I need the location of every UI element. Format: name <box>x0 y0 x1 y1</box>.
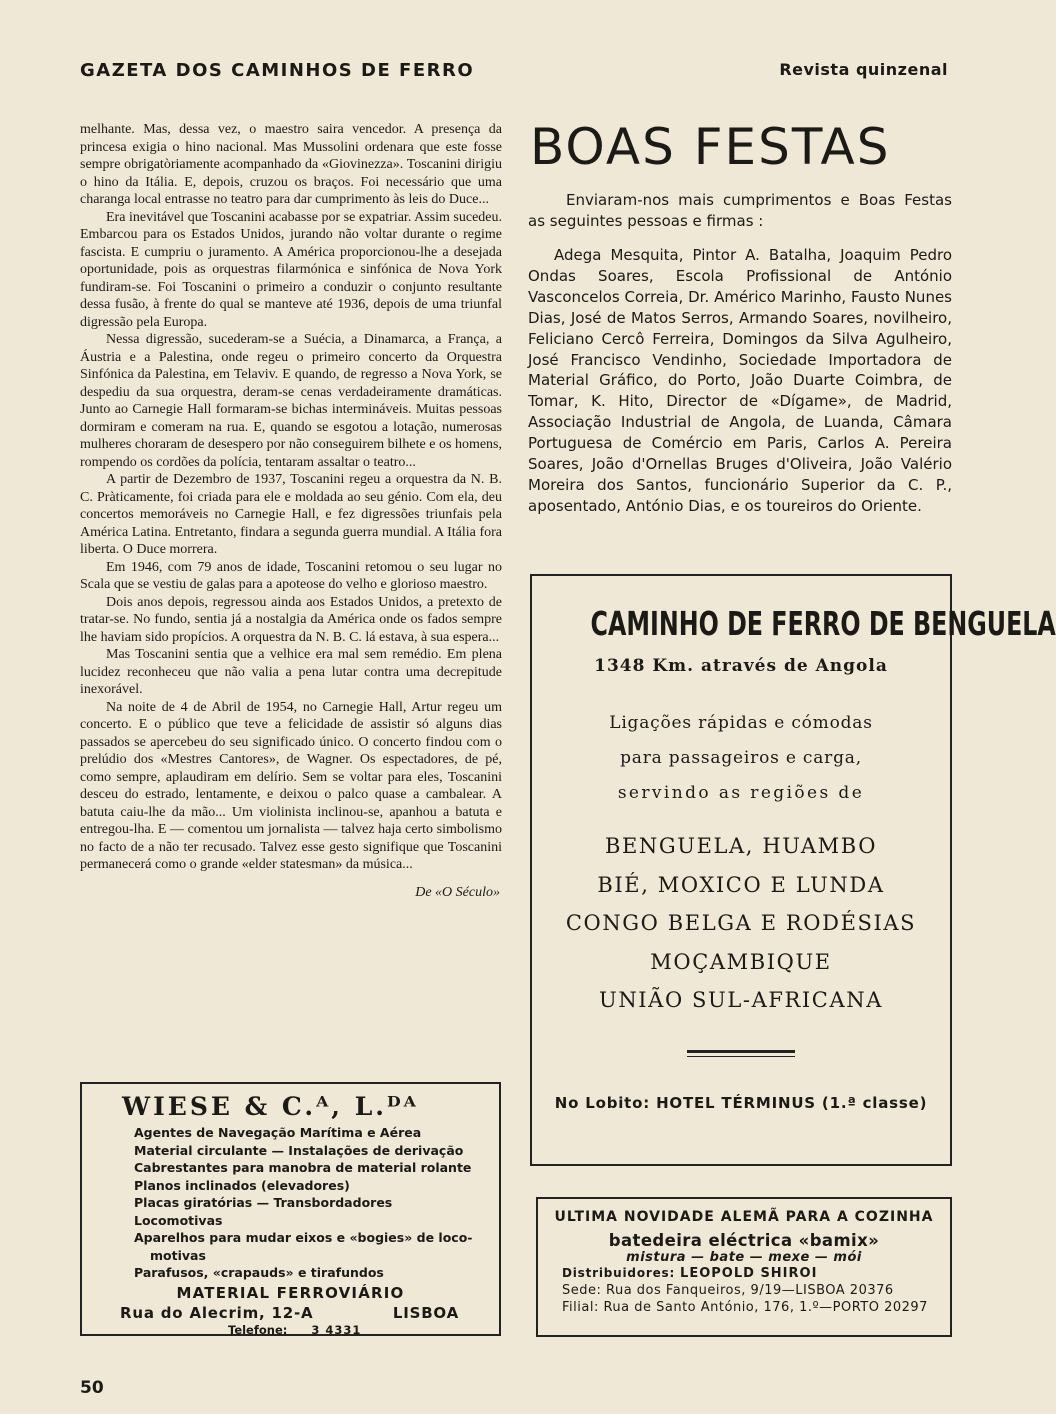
article-paragraph: Era inevitável que Toscanini acabasse por se expatriar. Assim sucedeu. Embarcou para os Estados Unidos, jurando não voltar durante o regime fascista. E cumpriu o juramento. A América proporcionou-lhe a desejada oportunidade, pois as orquestras filarmónica e sinfónica de Nova York fundiram-se. Foi Toscanini o primeiro a conduzir o conjunto resultante dessa fusão, à frente do qual se manteve até 1936, depois de uma triunfal digressão pela Europa. <box>80 209 502 330</box>
wiese-address <box>92 1304 489 1322</box>
wiese-service-line: Locomotivas <box>134 1212 223 1228</box>
bamix-distributor-label: Distribuidores: <box>562 1266 676 1280</box>
bamix-filial: Filial: Rua de Santo António, 176, 1.º—PORTO 20297 <box>562 1300 928 1315</box>
benguela-region-line: MOÇAMBIQUE <box>650 949 832 974</box>
benguela-service-line: servindo as regiões de <box>617 783 865 803</box>
article-paragraph: Em 1946, com 79 anos de idade, Toscanini retomou o seu lugar no Scala que se vestiu de galas para a apoteose do velho e glorioso maestro. <box>80 559 502 592</box>
wiese-advertisement <box>80 1082 501 1336</box>
benguela-service-line: para passageiros e carga, <box>620 748 862 768</box>
benguela-railway-advertisement <box>530 574 1056 1166</box>
benguela-service-line: Ligações rápidas e cómodas <box>609 713 873 733</box>
bamix-distributor-name: LEOPOLD SHIROI <box>680 1266 818 1281</box>
article-paragraph: Dois anos depois, regressou ainda aos Estados Unidos, a pretexto de tratar-se. No fundo, sentia já a nostalgia da América onde os fados sempre lhe haviam sido propícios. A orquestra da N. B. C. lá estava, à sua espera... <box>80 594 502 645</box>
wiese-service-line: motivas <box>150 1247 206 1263</box>
benguela-region-line: UNIÃO SUL-AFRICANA <box>599 988 883 1012</box>
wiese-service-line: Placas giratórias — Transbordadores <box>134 1195 393 1210</box>
wiese-service-line: Aparelhos para mudar eixos e «bogies» de loco- <box>134 1230 473 1245</box>
benguela-divider <box>687 1050 795 1053</box>
benguela-hotel: No Lobito: HOTEL TÉRMINUS (1.ª classe) <box>554 1093 928 1112</box>
wiese-street: Rua do Alecrim, 12-A <box>120 1303 314 1322</box>
wiese-service-line: Parafusos, «crapauds» e tirafundos <box>134 1265 384 1280</box>
benguela-region-line: BENGUELA, HUAMBO <box>604 834 878 858</box>
bamix-distributor <box>538 1266 950 1281</box>
wiese-phone-label: Telefone: <box>228 1322 288 1337</box>
wiese-company-name: WIESE & C.ᴬ, L.ᴰᴬ <box>122 1092 419 1121</box>
page-number: 50 <box>80 1378 104 1398</box>
article-paragraph: Na noite de 4 de Abril de 1954, no Carnegie Hall, Artur regeu um concerto. E o público que teve a felicidade de assistir só alguns dias passados se apercebeu do seu significado único. O concerto findou com o prelúdio dos «Mestres Cantores», de Wagner. Os espectadores, de pé, como sempre, aplaudiram em delírio. Sem se voltar para eles, Toscanini desceu do estrado, lentamente, e deixou o palco quase a cambalear. A batuta caiu-lhe da mão... Um violinista inclinou-se, apanhou a batuta e entregou-lha. E — comentou um jornalista — talvez haja certo simbolismo no facto de a não ter recusado. Talvez esse gesto signifique que Toscanini permanecerá como o grande «elder statesman» da música... <box>80 699 502 872</box>
bamix-sede: Sede: Rua dos Fanqueiros, 9/19—LISBOA 20376 <box>562 1283 894 1298</box>
benguela-region-line: CONGO BELGA E RODÉSIAS <box>565 911 917 935</box>
article-paragraph: melhante. Mas, dessa vez, o maestro saira vencedor. A presença da princesa exigia o hino nacional. Mas Mussolini ordenara que este fosse sempre obrigatòriamente acompanhado da «Giovinezza». Toscanini dirigiu o hino da Itália. E, depois, cruzou os braços. Foi necessário que uma charanga local entrasse no teatro para dar cumprimento às leis do Duce... <box>80 122 502 207</box>
bamix-headline: ULTIMA NOVIDADE ALEMÃ PARA A COZINHA <box>554 1209 934 1225</box>
article-paragraph: A partir de Dezembro de 1937, Toscanini regeu a orquestra da N. B. C. Pràticamente, foi criada para ele e moldada ao seu génio. Com ela, deu concertos memoráveis no Carnegie Hall, e fez digressões triunfais pela América Latina. Entretanto, findara a segunda guerra mundial. A Itália fora liberta. O Duce morrera. <box>80 472 502 557</box>
wiese-service-line: Material circulante — Instalações de derivação <box>134 1142 464 1158</box>
benguela-regions <box>532 827 950 1020</box>
benguela-distance: 1348 Km. através de Angola <box>594 656 888 676</box>
article-source: De «O Século» <box>415 884 500 900</box>
boas-festas-title: BOAS FESTAS <box>530 118 891 176</box>
benguela-title: CAMINHO DE FERRO DE BENGUELA <box>590 604 1056 643</box>
toscanini-article <box>80 121 502 901</box>
publication-frequency: Revista quinzenal <box>779 60 948 79</box>
wiese-services-list <box>92 1124 489 1282</box>
benguela-service <box>532 706 950 811</box>
publication-title: GAZETA DOS CAMINHOS DE FERRO <box>80 60 475 81</box>
wiese-city: LISBOA <box>392 1303 459 1322</box>
boas-festas-intro: Enviaram-nos mais cumprimentos e Boas Festas as seguintes pessoas e firmas : <box>528 191 952 230</box>
boas-festas-list: Adega Mesquita, Pintor A. Batalha, Joaquim Pedro Ondas Soares, Escola Profissional de António Vasconcelos Correia, Dr. Américo Marinho, Fausto Nunes Dias, José de Matos Serros, Armando Soares, novilheiro, Feliciano Cercô Ferreira, Domingos da Silva Agulheiro, José Francisco Vendinho, Sociedade Importadora de Material Gráfico, do Porto, João Duarte Coimbra, de Tomar, K. Hito, Director de «Dígame», de Madrid, Associação Industrial de Angola, de Luanda, Câmara Portuguesa de Comércio em Paris, Carlos A. Pereira Soares, João d'Ornellas Bruges d'Oliveira, João Valério Moreira dos Santos, funcionário Superior da C. P., aposentado, António Dias, e os toureiros do Oriente. <box>528 246 952 515</box>
benguela-region-line: BIÉ, MOXICO E LUNDA <box>597 872 885 897</box>
wiese-service-line: Planos inclinados (elevadores) <box>134 1177 350 1193</box>
wiese-service-line: Agentes de Navegação Marítima e Aérea <box>134 1125 422 1140</box>
bamix-product: batedeira eléctrica «bamix» <box>608 1231 880 1250</box>
wiese-phone <box>92 1323 489 1337</box>
article-paragraph: Nessa digressão, sucederam-se a Suécia, a Dinamarca, a França, a Áustria e a Palestina, onde regeu o primeiro concerto da Orquestra Sinfónica da Palestina, em Telaviv. E quando, de regresso a Nova York, se despediu da sua orquestra, deram-se cenas verdadeiramente dramáticas. Junto ao Carnegie Hall formaram-se bichas intermináveis. Muitas pessoas dormiram e comeram na rua. E, quando se esgotou a lotação, numerosas mulheres choraram de desespero por não conseguirem bilhete e os homens, rompendo os cordões da polícia, tentaram assaltar o teatro... <box>80 332 502 470</box>
wiese-material-heading: MATERIAL FERROVIÁRIO <box>176 1283 405 1302</box>
bamix-advertisement <box>536 1197 952 1337</box>
bamix-motto: mistura — bate — mexe — mói <box>626 1250 862 1265</box>
wiese-service-line: Cabrestantes para manobra de material rolante <box>134 1160 472 1175</box>
wiese-phone-number: 3 4331 <box>311 1322 362 1337</box>
article-paragraph: Mas Toscanini sentia que a velhice era mal sem remédio. Em plena lucidez reconheceu que não valia a pena lutar contra uma decrepitude inexorável. <box>80 647 502 697</box>
benguela-divider <box>687 1056 795 1057</box>
